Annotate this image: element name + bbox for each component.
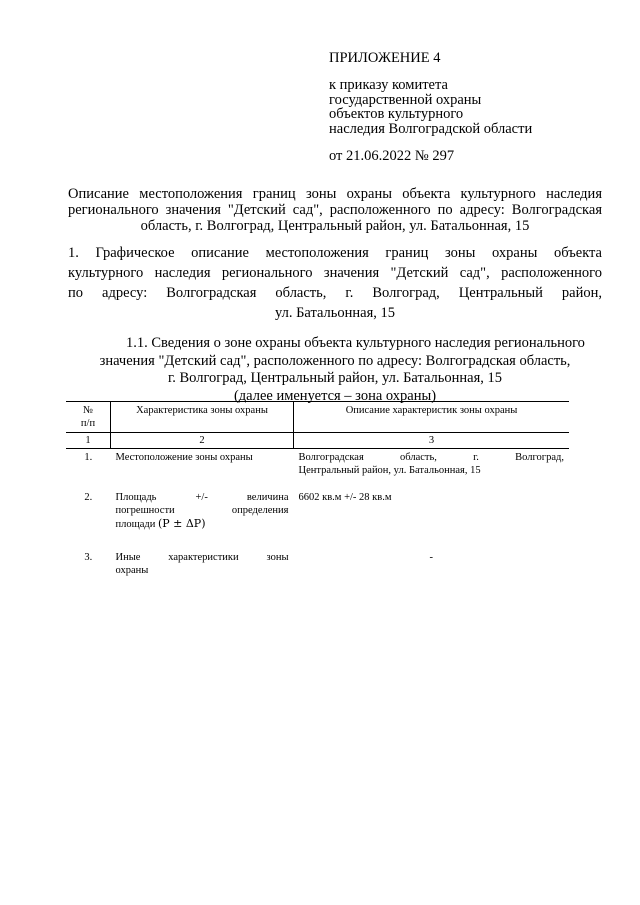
appendix-line: наследия Волгоградской области bbox=[329, 120, 533, 137]
area-formula: (P ± ΔP) bbox=[157, 517, 206, 530]
table-index-row bbox=[66, 433, 569, 449]
appendix-order-to bbox=[329, 78, 532, 136]
row-number: 1. bbox=[84, 452, 93, 463]
table-row bbox=[66, 483, 569, 543]
characteristic-line: площади bbox=[115, 519, 156, 530]
row-description: - bbox=[429, 552, 433, 563]
subsection-line: г. Волгоград, Центральный район, ул. Батальонная, 15 bbox=[167, 370, 503, 386]
characteristic-line: Площадь +/- величина bbox=[115, 492, 289, 503]
index-cell: 1 bbox=[66, 433, 111, 449]
appendix-line: к приказу комитета bbox=[329, 77, 448, 93]
characteristic-line: охраны bbox=[115, 565, 149, 576]
appendix-line: государственной охраны bbox=[329, 91, 482, 108]
subsection-line: (далее именуется – зона охраны) bbox=[233, 387, 437, 404]
row-description: 6602 кв.м +/- 28 кв.м bbox=[298, 492, 392, 503]
appendix-block bbox=[329, 50, 532, 164]
appendix-heading: ПРИЛОЖЕНИЕ 4 bbox=[329, 50, 441, 66]
header-number-line: п/п bbox=[80, 418, 96, 429]
header-number-line: № bbox=[82, 405, 94, 416]
description-line: Центральный район, ул. Батальонная, 15 bbox=[298, 465, 481, 476]
section-line: по адресу: Волгоградская область, г. Волгоград, Центральный район, bbox=[68, 285, 602, 301]
characteristic-line: Иные характеристики зоны bbox=[115, 552, 289, 563]
order-reference: от 21.06.2022 № 297 bbox=[329, 148, 455, 164]
index-cell: 3 bbox=[294, 433, 570, 449]
section-line: ул. Батальонная, 15 bbox=[274, 305, 396, 321]
table-header-row bbox=[66, 402, 569, 433]
row-characteristic bbox=[111, 543, 294, 579]
header-characteristic: Характеристика зоны охраны bbox=[111, 402, 294, 433]
title-line: область, г. Волгоград, Центральный район, ул. Батальонная, 15 bbox=[140, 218, 530, 234]
header-description: Описание характеристик зоны охраны bbox=[294, 402, 570, 433]
row-characteristic bbox=[111, 483, 294, 543]
subsection-heading bbox=[68, 335, 602, 405]
title-line: регионального значения "Детский сад", расположенного по адресу: Волгоградская bbox=[68, 202, 602, 218]
row-number: 3. bbox=[84, 552, 93, 563]
table-row bbox=[66, 449, 569, 484]
row-number: 2. bbox=[84, 492, 93, 503]
characteristic-line: погрешности определения bbox=[115, 505, 289, 516]
title-line: Описание местоположения границ зоны охраны объекта культурного наследия bbox=[68, 186, 602, 202]
document-title bbox=[68, 186, 602, 234]
section-1-heading bbox=[68, 243, 602, 323]
subsection-line: значения "Детский сад", расположенного по адресу: Волгоградская область, bbox=[99, 352, 571, 369]
description-line: Волгоградская область, г. Волгоград, bbox=[298, 452, 564, 463]
row-characteristic: Местоположение зоны охраны bbox=[115, 452, 253, 463]
appendix-line: объектов культурного bbox=[329, 106, 464, 122]
subsection-line: 1.1. Сведения о зоне охраны объекта культурного наследия регионального bbox=[126, 335, 585, 351]
header-number bbox=[66, 402, 111, 433]
row-description bbox=[294, 449, 570, 484]
zone-table bbox=[66, 401, 569, 579]
section-line: 1. Графическое описание местоположения границ зоны охраны объекта bbox=[68, 245, 602, 261]
section-line: культурного наследия регионального значения "Детский сад", расположенного bbox=[68, 265, 602, 281]
index-cell: 2 bbox=[111, 433, 294, 449]
table-row bbox=[66, 543, 569, 579]
